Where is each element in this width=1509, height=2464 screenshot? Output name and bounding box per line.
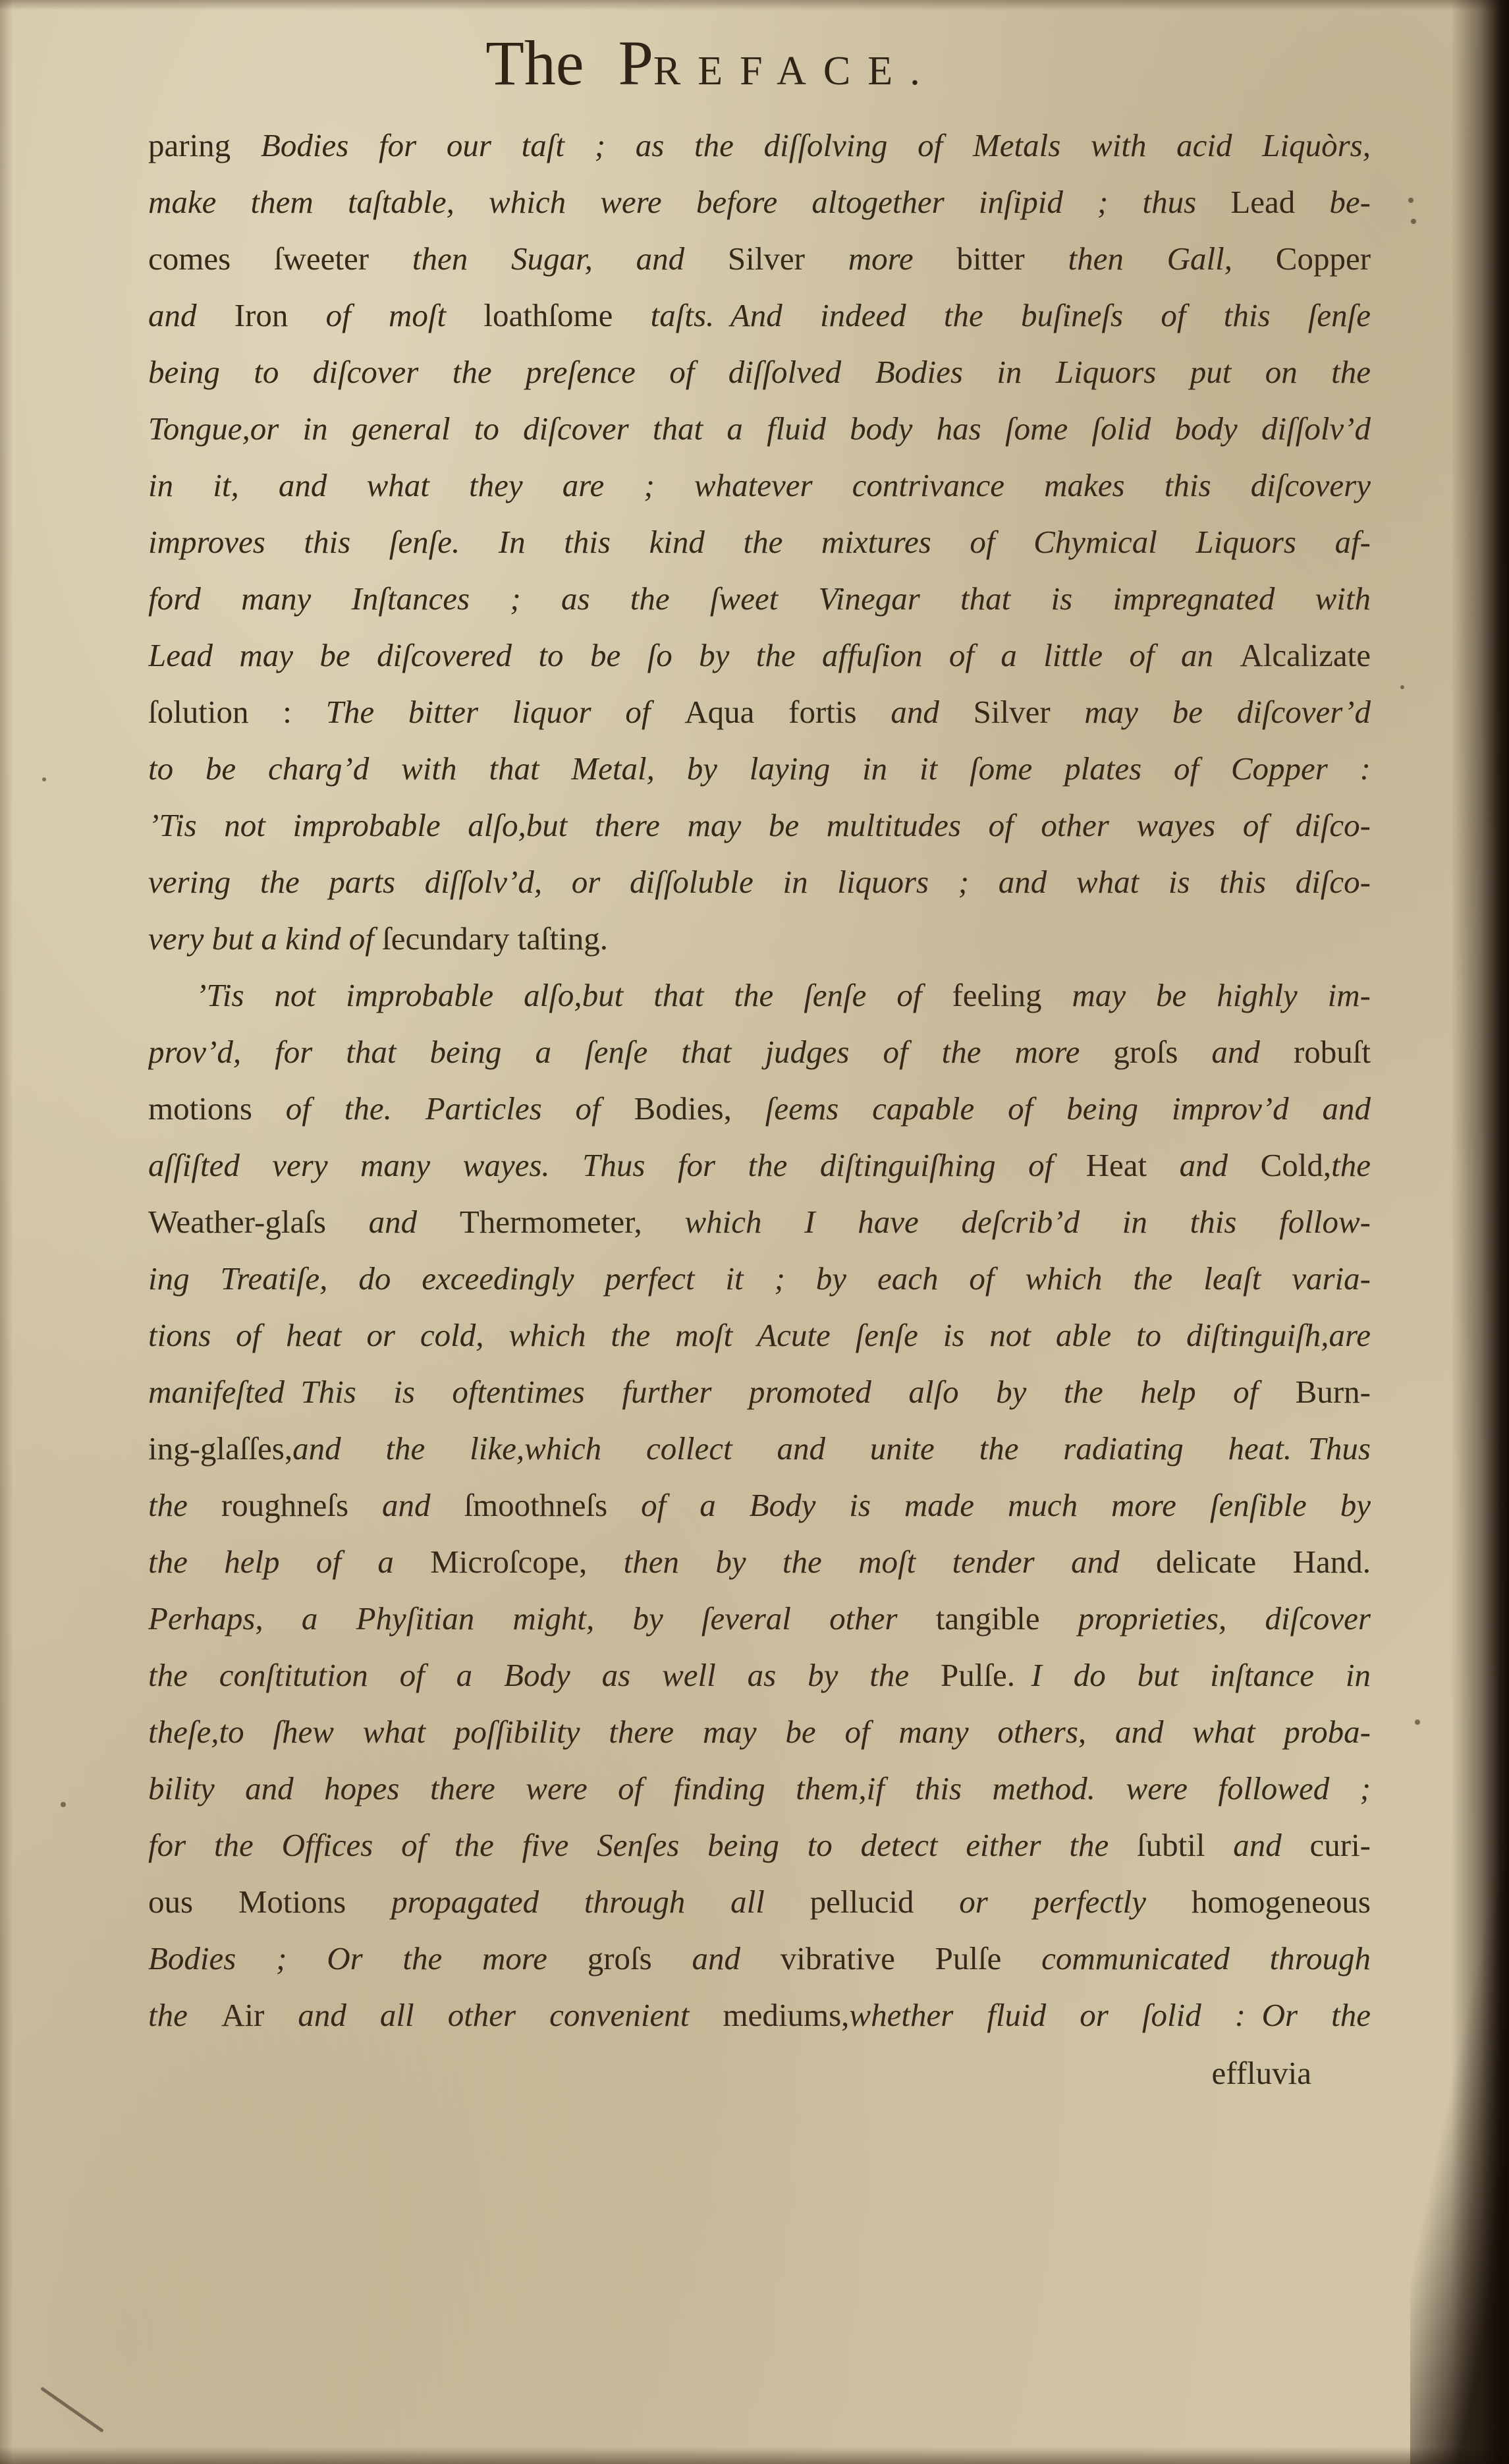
- roman-text: Aqua fortis: [684, 694, 891, 730]
- italic-text: then by the moſt tender and: [623, 1544, 1156, 1580]
- text-line: [148, 1930, 1371, 1987]
- text-line: [148, 571, 1371, 627]
- roman-text: groſs: [1113, 1034, 1212, 1070]
- italic-text: very but a kind of: [148, 920, 383, 957]
- roman-text: Lead: [1230, 184, 1330, 220]
- italic-text: or perfectly: [959, 1884, 1192, 1920]
- roman-text: Cold,: [1260, 1147, 1332, 1183]
- ink-speck: [1415, 1720, 1420, 1725]
- roman-text: delicate Hand.: [1155, 1544, 1371, 1580]
- italic-text: theſe,to ſhew what poſſibility there may be of many others, and what proba-: [148, 1714, 1371, 1750]
- roman-text: ſolution :: [148, 694, 326, 730]
- roman-text: Silver: [727, 240, 848, 277]
- italic-text: Lead may be diſcovered to be ſo by the affuſion of a little of an: [148, 637, 1240, 673]
- text-line: [148, 1137, 1371, 1194]
- italic-text: Perhaps, a Phyſitian might, by ſeveral other: [148, 1600, 936, 1637]
- italic-text: bility and hopes there were of finding them,if this method. were followed ;: [148, 1770, 1371, 1806]
- text-line: [148, 1760, 1371, 1817]
- roman-text: Burn-: [1295, 1374, 1371, 1410]
- text-line: [148, 1364, 1371, 1420]
- italic-text: vering the parts diſſolv’d, or diſſoluble in liquors ; and what is this diſco-: [148, 864, 1371, 900]
- text-line: [148, 514, 1371, 571]
- ink-speck: [61, 1802, 66, 1807]
- text-line: [148, 854, 1371, 910]
- roman-text: Pulſe.: [941, 1657, 1015, 1693]
- title-initial: P: [618, 28, 653, 98]
- roman-text: curi-: [1309, 1827, 1371, 1863]
- text-line: [148, 1874, 1371, 1930]
- italic-text: proprieties, diſcover: [1078, 1600, 1371, 1637]
- roman-text: ſubtil: [1137, 1827, 1234, 1863]
- text-line: [148, 1534, 1371, 1590]
- roman-text: bitter: [956, 240, 1068, 277]
- italic-text: to be charg’d with that Metal, by laying in it ſome plates of Copper :: [148, 750, 1371, 787]
- italic-text: ing Treatiſe, do exceedingly perfect it ; by each of which the leaſt varia-: [148, 1260, 1371, 1297]
- roman-text: Air: [221, 1997, 298, 2033]
- italic-text: whether fluid or ſolid : Or the: [849, 1997, 1371, 2033]
- text-line: [148, 1080, 1371, 1137]
- italic-text: ’Tis not improbable alſo,but that the ſenſe of: [196, 977, 952, 1013]
- preface-text: [148, 117, 1371, 2044]
- roman-text: robuſt: [1293, 1034, 1371, 1070]
- roman-text: vibrative Pulſe: [780, 1940, 1042, 1976]
- italic-text: of the. Particles of: [285, 1090, 634, 1127]
- roman-text: ſmoothneſs: [464, 1487, 642, 1523]
- italic-text: then Sugar, and: [412, 240, 728, 277]
- roman-text: ing-glaſſes,: [148, 1430, 293, 1467]
- italic-text: the help of a: [148, 1544, 431, 1580]
- italic-text: and the like,which collect and unite the radiating heat. Thus: [292, 1430, 1371, 1467]
- text-line: [148, 684, 1371, 741]
- italic-text: improves this ſenſe. In this kind the mixtures of Chymical Liquors af-: [148, 524, 1371, 560]
- italic-text: more: [848, 240, 957, 277]
- title-the: The: [485, 28, 584, 98]
- title-rest: REFACE.: [653, 49, 937, 94]
- roman-text: feeling: [952, 977, 1072, 1013]
- text-line: [148, 1477, 1371, 1534]
- roman-text: ous Motions: [148, 1884, 392, 1920]
- italic-text: and: [1179, 1147, 1261, 1183]
- roman-text: Microſcope,: [430, 1544, 624, 1580]
- text-line: [148, 1307, 1371, 1364]
- italic-text: and: [891, 694, 974, 730]
- italic-text: The bitter liquor of: [325, 694, 685, 730]
- text-line: [148, 1420, 1371, 1477]
- text-line: [148, 1647, 1371, 1704]
- italic-text: may be diſcover’d: [1084, 694, 1371, 730]
- roman-text: loathſome: [483, 297, 651, 333]
- roman-text: ſecundary taſting.: [382, 920, 609, 957]
- text-line: [148, 457, 1371, 514]
- text-line: [148, 741, 1371, 797]
- text-line: [148, 344, 1371, 401]
- italic-text: and: [692, 1940, 781, 1976]
- text-line: [148, 231, 1371, 287]
- roman-text: comes ſweeter: [148, 240, 412, 277]
- roman-text: Bodies,: [634, 1090, 765, 1127]
- catchword: effluvia: [1211, 2055, 1311, 2091]
- text-line: [148, 174, 1371, 231]
- page-edge-top: [0, 0, 1509, 11]
- italic-text: of moſt: [325, 297, 484, 333]
- roman-text: tangible: [935, 1600, 1078, 1637]
- text-line: [148, 401, 1371, 457]
- italic-text: the conſtitution of a Body as well as by the: [148, 1657, 941, 1693]
- italic-text: and: [148, 297, 234, 333]
- roman-text: Iron: [234, 297, 326, 333]
- italic-text: and: [368, 1204, 460, 1240]
- text-line: [148, 1194, 1371, 1250]
- italic-text: the: [1331, 1147, 1371, 1183]
- text-line: [148, 1590, 1371, 1647]
- italic-text: then Gall,: [1068, 240, 1276, 277]
- roman-text: Silver: [973, 694, 1085, 730]
- text-line: [148, 1987, 1371, 2044]
- italic-text: I do but inſtance in: [1015, 1657, 1371, 1693]
- italic-text: communicated through: [1041, 1940, 1371, 1976]
- italic-text: and all other convenient: [298, 1997, 723, 2033]
- italic-text: being to diſcover the preſence of diſſolved Bodies in Liquors put on the: [148, 354, 1371, 390]
- page-title: [105, 26, 1317, 99]
- italic-text: ſeems capable of being improv’d and: [765, 1090, 1371, 1127]
- italic-text: make them taſtable, which were before altogether inſipid ; thus: [148, 184, 1231, 220]
- italic-text: ford many Inſtances ; as the ſweet Vinegar that is impregnated with: [148, 580, 1371, 617]
- roman-text: groſs: [587, 1940, 692, 1976]
- italic-text: for the Offices of the five Senſes being to detect either the: [148, 1827, 1137, 1863]
- italic-text: and: [1233, 1827, 1310, 1863]
- italic-text: aſſiſted very many wayes. Thus for the diſtinguiſhing of: [148, 1147, 1086, 1183]
- page-edge-left: [0, 0, 13, 2464]
- roman-text: Heat: [1085, 1147, 1180, 1183]
- italic-text: prov’d, for that being a ſenſe that judges of the more: [148, 1034, 1114, 1070]
- gutter-shadow: [1451, 0, 1509, 2464]
- italic-text: taſts. And indeed the buſineſs of this ſenſe: [650, 297, 1371, 333]
- roman-text: Alcalizate: [1240, 637, 1371, 673]
- italic-text: the: [148, 1997, 221, 2033]
- text-line: [148, 797, 1371, 854]
- italic-text: in it, and what they are ; whatever contrivance makes this diſcovery: [148, 467, 1371, 503]
- italic-text: manifeſted This is oftentimes further promoted alſo by the help of: [148, 1374, 1296, 1410]
- text-line: [148, 1024, 1371, 1080]
- roman-text: mediums,: [723, 1997, 850, 2033]
- text-line: [148, 910, 1371, 967]
- text-line: [148, 287, 1371, 344]
- italic-text: and: [382, 1487, 464, 1523]
- roman-text: Weather-glaſs: [148, 1204, 369, 1240]
- italic-text: Tongue,or in general to diſcover that a fluid body has ſome ſolid body diſſolv’d: [148, 410, 1371, 447]
- italic-text: and: [1211, 1034, 1294, 1070]
- page-edge-bottom: [0, 2447, 1509, 2464]
- italic-text: propagated through all: [391, 1884, 810, 1920]
- roman-text: pellucid: [809, 1884, 960, 1920]
- text-line: [148, 1704, 1371, 1760]
- ink-speck: [1411, 219, 1416, 224]
- text-line: [148, 1250, 1371, 1307]
- text-line: [148, 117, 1371, 174]
- roman-text: Copper: [1275, 240, 1371, 277]
- italic-text: of a Body is made much more ſenſible by: [641, 1487, 1371, 1523]
- italic-text: Bodies ; Or the more: [148, 1940, 588, 1976]
- ink-speck: [42, 777, 46, 781]
- italic-text: be-: [1329, 184, 1371, 220]
- roman-text: homogeneous: [1191, 1884, 1371, 1920]
- page-crease: [40, 2386, 104, 2432]
- ink-speck: [1408, 198, 1413, 203]
- text-line: [148, 1817, 1371, 1874]
- italic-text: may be highly im-: [1072, 977, 1371, 1013]
- roman-text: paring: [148, 127, 261, 163]
- italic-text: ’Tis not improbable alſo,but there may be multitudes of other wayes of diſco-: [148, 807, 1371, 843]
- italic-text: which I have deſcrib’d in this follow-: [684, 1204, 1371, 1240]
- text-line: [148, 627, 1371, 684]
- italic-text: Bodies for our taſt ; as the diſſolving of Metals with acid Liquòrs,: [260, 127, 1371, 163]
- roman-text: motions: [148, 1090, 286, 1127]
- roman-text: Thermometer,: [459, 1204, 685, 1240]
- text-line: [148, 967, 1371, 1024]
- roman-text: roughneſs: [221, 1487, 382, 1523]
- ink-speck: [1400, 685, 1404, 689]
- italic-text: the: [148, 1487, 221, 1523]
- italic-text: tions of heat or cold, which the moſt Acute ſenſe is not able to diſtinguiſh,are: [148, 1317, 1371, 1353]
